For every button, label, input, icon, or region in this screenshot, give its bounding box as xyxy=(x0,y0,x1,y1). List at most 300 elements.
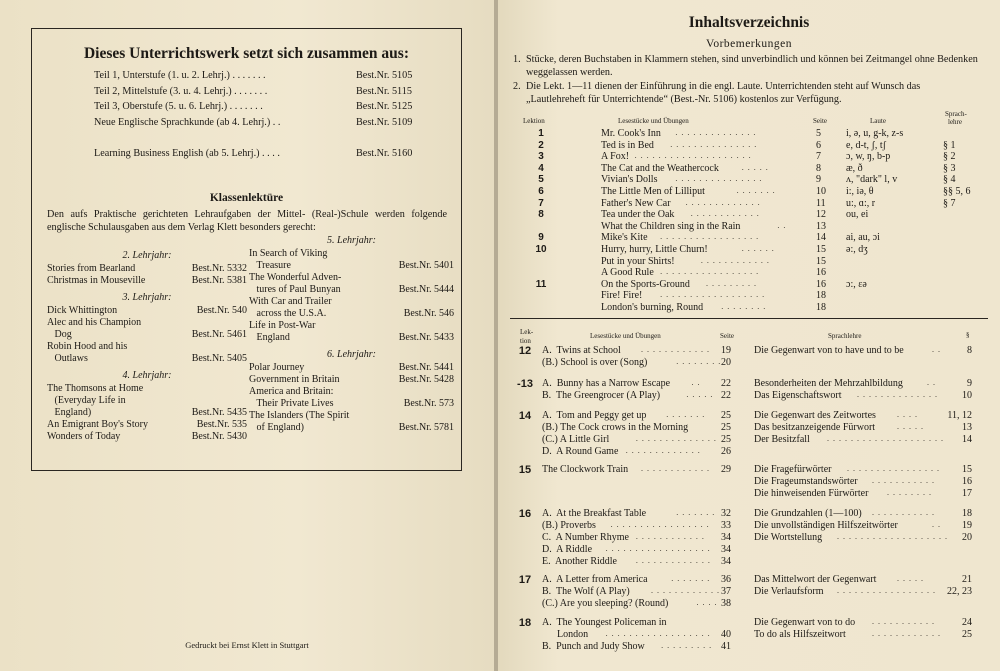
lesson-number: 5 xyxy=(538,174,544,186)
sounds: ai, au, ɔi xyxy=(846,232,880,244)
page-number: 33 xyxy=(721,520,731,531)
leader-dots: . . . . . . . . . . . . . . . . . xyxy=(660,267,760,277)
leader-dots: . . . . . . . . . . . . xyxy=(651,586,721,595)
note-text: Die Lekt. 1—11 dienen der Einführung in die engl. Laute. Unterrichtenden steht auf Wunsch das „Lautlehreheft für Unterrichtende“ (Best.-Nr. 5106) kostenlos zur Verfügung. xyxy=(526,81,921,105)
lesson-title: D. A Riddle xyxy=(542,544,593,555)
printer-imprint: Gedruckt bei Ernst Klett in Stuttgart xyxy=(185,640,309,650)
lesson-title: Fire! Fire! xyxy=(601,290,643,302)
page-number: 34 xyxy=(721,556,731,567)
leader-dots: . . . . . xyxy=(686,390,714,399)
paragraph-number: 15 xyxy=(962,464,972,475)
note-number: 1. xyxy=(513,54,521,65)
toc-row xyxy=(498,302,1000,313)
page-number: 16 xyxy=(816,278,826,290)
lesson-title: E. Another Riddle xyxy=(542,556,617,567)
lesson-title: A Fox! xyxy=(601,151,630,163)
page-number: 11 xyxy=(816,197,826,209)
reader-order-number: Best.Nr. 540 xyxy=(196,305,247,316)
page-number: 12 xyxy=(816,209,826,221)
reader-title-line: Robin Hood and his xyxy=(47,341,128,352)
lesson-number: 16 xyxy=(518,508,532,520)
page-number: 36 xyxy=(721,574,731,585)
toc-row xyxy=(498,488,1000,499)
leader-dots: . . . . . . . . . . . . . . . xyxy=(675,174,763,184)
leader-dots: . . . . . . . . . . . . . xyxy=(625,446,701,455)
series-part-row xyxy=(94,117,454,133)
series-part-label: Teil 3, Oberstufe (5. u. 6. Lehrj.) . . . . . . . xyxy=(94,101,263,112)
reader-entry xyxy=(249,248,454,272)
reader-title-line: Stories from Bearland xyxy=(47,263,136,274)
toc-row xyxy=(498,163,1000,174)
series-part-row xyxy=(94,148,454,164)
reader-entry xyxy=(249,386,454,410)
lesson-title: (B.) Proverbs xyxy=(542,520,596,531)
reader-title-line: In Search of Viking xyxy=(249,248,328,259)
reader-order-number: Best.Nr. 5381 xyxy=(191,275,247,286)
preliminary-note-2 xyxy=(513,81,978,106)
paragraph-number: 10 xyxy=(962,390,972,401)
grammar-paragraph: § 7 xyxy=(943,197,956,209)
grammar-topic: Die hinweisenden Fürwörter xyxy=(754,488,869,499)
grammar-paragraph: § 1 xyxy=(943,139,956,151)
page-number: 18 xyxy=(816,302,826,313)
reader-entry xyxy=(47,341,247,365)
page-number: 5 xyxy=(816,128,821,139)
grammar-paragraph: § 3 xyxy=(943,162,956,174)
reader-title-line: Dog xyxy=(47,329,72,340)
sounds: ə:, dʒ xyxy=(846,244,868,255)
series-part-row xyxy=(94,132,454,148)
leader-dots: . . . . . . . . . . . . . . xyxy=(675,128,757,137)
toc-row xyxy=(498,434,1000,445)
reader-title-line: England xyxy=(249,332,290,343)
toc-row xyxy=(498,174,1000,185)
page-number: 7 xyxy=(816,151,821,163)
leader-dots: . . . . . . . . xyxy=(721,302,767,311)
page-number: 41 xyxy=(721,641,731,652)
series-part-row xyxy=(94,70,454,86)
reader-order-number: Best.Nr. 573 xyxy=(403,398,454,409)
leader-dots: . . . . . . . . . . . xyxy=(872,508,935,517)
header-lesestuecke: Lesestücke und Übungen xyxy=(618,117,689,125)
lesson-number: 7 xyxy=(538,197,544,209)
page-number: 29 xyxy=(721,464,731,475)
toc-row xyxy=(498,508,1000,519)
page-number: 9 xyxy=(816,174,821,186)
toc-row xyxy=(498,221,1000,232)
toc-row xyxy=(498,290,1000,301)
reader-title-line: Alec and his Champion xyxy=(47,317,142,328)
lesson-number: 6 xyxy=(538,186,544,197)
lesson-title: The Cat and the Weathercock xyxy=(601,162,719,174)
leader-dots: . . . . . . . . . . . . xyxy=(640,464,710,473)
leader-dots: . . . . . . . . . . . . . . . . . . . . xyxy=(634,151,752,161)
lesson-number: 11 xyxy=(535,278,547,290)
header-paragraph: § xyxy=(966,331,970,339)
reader-title-line: Wonders of Today xyxy=(47,431,121,442)
lesson-number: 10 xyxy=(535,244,547,255)
leader-dots: . . xyxy=(927,378,936,387)
series-part-number: Best.Nr. 5109 xyxy=(356,116,413,128)
reader-entry xyxy=(249,362,454,374)
leader-dots: . . . . . . . xyxy=(676,508,716,517)
toc-row xyxy=(498,464,1000,475)
leader-dots: . . . . . . . . . . . . . . . . . . . xyxy=(837,532,948,541)
reader-order-number: Best.Nr. 5781 xyxy=(398,422,454,433)
leader-dots: . . . . . . . . . . . . . . . . . . . . xyxy=(827,434,944,443)
reader-entry xyxy=(47,431,247,443)
page-number: 26 xyxy=(721,446,731,457)
toc-row xyxy=(498,357,1000,368)
leader-dots: . . xyxy=(932,345,941,354)
paragraph-number: 16 xyxy=(962,476,972,487)
leader-dots: . . . . xyxy=(696,598,718,607)
page-number: 22 xyxy=(721,390,731,401)
series-part-row xyxy=(94,101,454,117)
leader-dots: . . . . . xyxy=(897,422,924,431)
lesson-title: Tea under the Oak xyxy=(601,209,675,221)
lesson-title: Father's New Car xyxy=(601,197,671,209)
header-seite: Seite xyxy=(813,117,827,125)
lesson-title: A. At the Breakfast Table xyxy=(542,508,647,519)
grammar-topic: Das Mittelwort der Gegenwart xyxy=(754,574,877,585)
toc-row xyxy=(498,446,1000,457)
lesson-title: A. Twins at School xyxy=(542,345,621,356)
lesson-number: 1 xyxy=(538,128,544,139)
leader-dots: . . . . . . . . xyxy=(887,488,932,497)
reader-entry xyxy=(249,374,454,386)
page-number: 40 xyxy=(721,629,731,640)
leader-dots: . . . . . . . . . xyxy=(706,278,757,288)
toc-row xyxy=(498,422,1000,433)
lesson-number: 17 xyxy=(518,574,532,586)
grammar-topic: Der Besitzfall xyxy=(754,434,810,445)
lesson-title: The Clockwork Train xyxy=(542,464,629,475)
lesson-title: On the Sports-Ground xyxy=(601,278,690,290)
page-number: 10 xyxy=(816,186,826,197)
series-part-label: Learning Business English (ab 5. Lehrj.) . . . . xyxy=(94,147,280,159)
school-year-heading: 5. Lehrjahr: xyxy=(327,235,376,246)
school-year-heading: 4. Lehrjahr: xyxy=(122,370,172,381)
leader-dots: . . . . . . . . . . . . . . . . . . xyxy=(660,290,766,300)
reader-entry xyxy=(47,263,247,275)
grammar-topic: Besonderheiten der Mehrzahlbildung xyxy=(754,378,903,389)
toc-row xyxy=(498,140,1000,151)
paragraph-number: 18 xyxy=(962,508,972,519)
grammar-topic: Die unvollständigen Hilfszeitwörter xyxy=(754,520,898,531)
lesson-title: Vivian's Dolls xyxy=(601,174,658,186)
lesson-title: B. Punch and Judy Show xyxy=(542,641,645,652)
page-number: 15 xyxy=(816,255,826,267)
note-number: 2. xyxy=(513,81,521,92)
toc-row xyxy=(498,520,1000,531)
reader-title-line: tures of Paul Bunyan xyxy=(249,284,341,295)
grammar-topic: Die Grundzahlen (1—100) xyxy=(754,508,862,519)
lesson-number: -13 xyxy=(517,378,533,390)
toc-row xyxy=(498,128,1000,139)
toc-row xyxy=(498,476,1000,487)
leader-dots: . . . . . . . . . . . . . . . . . xyxy=(837,586,936,595)
toc-row xyxy=(498,629,1000,640)
lesson-title: Put in your Shirts! xyxy=(601,255,675,267)
reader-entry xyxy=(47,383,247,419)
page-number: 38 xyxy=(721,598,731,609)
series-part-number: Best.Nr. 5105 xyxy=(356,70,413,81)
reader-title-line: Polar Journey xyxy=(249,362,305,373)
reader-title-line: The Wonderful Adven- xyxy=(249,272,342,283)
paragraph-number: 21 xyxy=(962,574,972,585)
leader-dots: . . . . . . . xyxy=(736,186,776,195)
reader-title-line: America and Britain: xyxy=(249,386,334,397)
lesson-number: 14 xyxy=(518,410,532,422)
lesson-title: (C.) Are you sleeping? (Round) xyxy=(542,598,669,609)
page-number: 13 xyxy=(816,220,826,232)
grammar-topic: Das besitzanzeigende Fürwort xyxy=(754,422,876,433)
header-lektion: Lektion xyxy=(523,117,545,125)
left-page xyxy=(0,0,494,671)
paragraph-number: 22, 23 xyxy=(947,586,972,597)
toc-row xyxy=(498,244,1000,255)
header-tion: tion xyxy=(520,337,531,345)
toc-title: Inhaltsverzeichnis xyxy=(688,14,810,31)
toc-row xyxy=(498,267,1000,278)
toc-row xyxy=(498,390,1000,401)
lesson-title: (B.) School is over (Song) xyxy=(542,357,648,368)
toc-row xyxy=(498,345,1000,356)
leader-dots: . . . . . . . xyxy=(666,410,706,419)
header-laute: Laute xyxy=(870,117,886,125)
school-year-heading: 6. Lehrjahr: xyxy=(327,349,376,360)
leader-dots: . . . . . . . . . . . . . . xyxy=(635,434,717,443)
lesson-number: 12 xyxy=(518,345,532,357)
lesson-title: (C.) A Little Girl xyxy=(542,434,610,445)
school-year-heading: 2. Lehrjahr: xyxy=(122,250,172,261)
reader-entry xyxy=(47,275,247,287)
toc-row xyxy=(498,279,1000,290)
lesson-number: 18 xyxy=(518,617,532,629)
leader-dots: . . . . . . xyxy=(741,244,775,253)
preliminary-note-1 xyxy=(513,54,978,79)
page-number: 19 xyxy=(721,345,731,356)
lesson-title: D. A Round Game xyxy=(542,446,619,457)
leader-dots: . . . . . . . . . . . . . . . . . xyxy=(610,520,710,529)
reader-order-number: Best.Nr. 5332 xyxy=(191,263,247,274)
header-lek: Lek- xyxy=(520,328,534,336)
leader-dots: . . . . . . . . . . . . xyxy=(700,255,770,265)
toc-row xyxy=(498,586,1000,597)
paragraph-number: 8 xyxy=(967,345,972,356)
leader-dots: . . . . xyxy=(897,410,918,419)
toc-subtitle: Vorbemerkungen xyxy=(706,38,792,50)
grammar-topic: Die Frageumstandswörter xyxy=(754,476,858,487)
lesson-title: A. Bunny has a Narrow Escape xyxy=(542,378,671,389)
reader-entry xyxy=(47,317,247,341)
grammar-topic: Die Fragefürwörter xyxy=(754,464,832,475)
reader-title-line: Treasure xyxy=(249,260,291,271)
leader-dots: . . . . . . . . . . . . . xyxy=(635,556,711,565)
reader-order-number: Best.Nr. 5401 xyxy=(398,260,454,271)
leader-dots: . . . . . . . . . . . . . . . . . . xyxy=(605,629,711,638)
leader-dots: . . . . . . . . . . . xyxy=(872,476,935,485)
grammar-paragraph: § 4 xyxy=(943,174,956,186)
series-part-number: Best.Nr. 5115 xyxy=(356,85,412,97)
leader-dots: . . xyxy=(932,520,941,529)
reader-entry xyxy=(249,296,454,320)
lesson-number: 8 xyxy=(538,209,544,221)
page-number: 18 xyxy=(816,290,826,302)
reader-title-line: (Everyday Life in xyxy=(47,395,126,406)
grammar-paragraph: § 2 xyxy=(943,151,956,163)
klassenlektuere-intro: Den aufs Praktische gerichteten Lehraufgaben der Mittel- (Real-)Schule werden folgende englische Schulausgaben aus dem Verlag Klett besonders gerecht: xyxy=(47,209,447,233)
lesson-title: Mike's Kite xyxy=(601,232,648,244)
series-title: Dieses Unterrichtswerk setzt sich zusammen aus: xyxy=(83,45,409,62)
header-lesestuecke-2: Lesestücke und Übungen xyxy=(590,332,661,340)
paragraph-number: 17 xyxy=(962,488,972,499)
grammar-topic: Das Eigenschaftswort xyxy=(754,390,842,401)
page-number: 37 xyxy=(721,586,731,597)
reader-title-line: Outlaws xyxy=(47,353,88,364)
sounds: ou, ei xyxy=(846,209,869,221)
series-box xyxy=(31,28,462,471)
series-part-label: Teil 1, Unterstufe (1. u. 2. Lehrj.) . . . . . . . xyxy=(94,70,266,81)
toc-row xyxy=(498,198,1000,209)
page-number: 20 xyxy=(721,357,731,368)
grammar-topic: Die Verlaufsform xyxy=(754,586,824,597)
lesson-title: Hurry, hurry, Little Churn! xyxy=(601,244,708,255)
paragraph-number: 24 xyxy=(962,617,972,628)
lesson-title: A. Tom and Peggy get up xyxy=(542,410,647,421)
toc-row xyxy=(498,256,1000,267)
series-part-number: Best.Nr. 5160 xyxy=(356,147,413,159)
leader-dots: . . . . . . . . xyxy=(676,357,722,366)
lesson-title: (B.) The Cock crows in the Morning xyxy=(542,422,689,433)
reader-title-line: Government in Britain xyxy=(249,374,340,385)
lesson-number: 3 xyxy=(538,151,544,163)
toc-row xyxy=(498,209,1000,220)
leader-dots: . . . . . . . . . . . . . . . . . xyxy=(660,232,760,242)
grammar-topic: Die Gegenwart von to have und to be xyxy=(754,345,904,356)
reader-entry xyxy=(47,419,247,431)
leader-dots: . . . . . . . . . . . . xyxy=(635,532,705,541)
reader-order-number: Best.Nr. 5405 xyxy=(191,353,247,364)
leader-dots: . . . . . xyxy=(741,162,769,172)
toc-row xyxy=(498,378,1000,389)
paragraph-number: 13 xyxy=(962,422,972,433)
reader-title-line: An Emigrant Boy's Story xyxy=(47,419,148,430)
lesson-number: 9 xyxy=(538,232,544,244)
reader-order-number: Best.Nr. 5433 xyxy=(398,332,454,343)
reader-title-line: England) xyxy=(47,407,92,418)
klassenlektuere-title: Klassenlektüre xyxy=(209,192,284,204)
leader-dots: . . . . . . . . . . . . xyxy=(690,209,760,219)
page-number: 15 xyxy=(816,244,826,255)
page-number: 8 xyxy=(816,162,821,174)
toc-row xyxy=(498,186,1000,197)
reader-order-number: Best.Nr. 5461 xyxy=(191,329,247,340)
reader-entry xyxy=(249,320,454,344)
leader-dots: . . . . . . . . . . . . . . . . . . xyxy=(605,544,711,553)
leader-dots: . . . . . . . xyxy=(671,574,711,583)
lesson-title: Ted is in Bed xyxy=(601,139,654,151)
grammar-paragraph: §§ 5, 6 xyxy=(943,186,971,197)
page-number: 6 xyxy=(816,139,821,151)
sounds: ʌ, "dark" l, v xyxy=(846,174,898,186)
reader-order-number: Best.Nr. 546 xyxy=(403,308,454,319)
reader-order-number: Best.Nr. 5430 xyxy=(191,431,247,442)
page-number: 16 xyxy=(816,267,826,279)
leader-dots: . . . . . . . . . . . . . xyxy=(685,197,761,207)
reader-title-line: Life in Post-War xyxy=(249,320,316,331)
lesson-title: The Little Men of Lilliput xyxy=(601,186,705,197)
lesson-title: A. A Letter from America xyxy=(542,574,648,585)
lesson-title: Mr. Cook's Inn xyxy=(601,128,661,139)
leader-dots: . . xyxy=(691,378,701,387)
page-number: 25 xyxy=(721,410,731,421)
series-part-number: Best.Nr. 5125 xyxy=(356,101,413,112)
paragraph-number: 19 xyxy=(962,520,972,531)
reader-entry xyxy=(249,410,454,434)
header-lehre: lehre xyxy=(948,118,962,126)
lesson-number: 2 xyxy=(538,139,544,151)
leader-dots: . . xyxy=(777,220,787,230)
lesson-number: 15 xyxy=(518,464,532,476)
sounds: ɔ, w, ŋ, b-p xyxy=(846,151,891,163)
toc-row xyxy=(498,617,1000,628)
lesson-title: B. The Wolf (A Play) xyxy=(542,586,630,597)
reader-order-number: Best.Nr. 5441 xyxy=(398,362,454,373)
toc-row xyxy=(498,544,1000,555)
sounds: i, ə, u, g-k, z-s xyxy=(846,128,904,139)
page-number: 14 xyxy=(816,232,826,244)
reader-order-number: Best.Nr. 535 xyxy=(196,419,247,430)
grammar-topic: To do als Hilfszeitwort xyxy=(754,629,846,640)
page-number: 34 xyxy=(721,544,731,555)
reader-entry xyxy=(47,305,247,317)
grammar-topic: Die Wortstellung xyxy=(754,532,823,543)
table-divider xyxy=(510,318,988,319)
paragraph-number: 11, 12 xyxy=(947,410,972,421)
header-seite-2: Seite xyxy=(720,332,734,340)
leader-dots: . . . . . . . . . . . . xyxy=(872,629,941,638)
reader-title-line: Dick Whittington xyxy=(47,305,118,316)
toc-row xyxy=(498,598,1000,609)
reader-title-line: With Car and Trailer xyxy=(249,296,332,307)
reader-title-line: The Thomsons at Home xyxy=(47,383,144,394)
page-number: 25 xyxy=(721,434,731,445)
paragraph-number: 25 xyxy=(962,629,972,640)
leader-dots: . . . . . . . . . . . . . . xyxy=(857,390,938,399)
lesson-title: A Good Rule xyxy=(601,267,654,279)
paragraph-number: 9 xyxy=(967,378,972,389)
sounds: u:, ɑ:, r xyxy=(846,197,876,209)
leader-dots: . . . . . . . . . . . . xyxy=(640,345,710,354)
lesson-title: C. A Number Rhyme xyxy=(542,532,629,543)
leader-dots: . . . . . . . . . . . xyxy=(872,617,935,626)
sounds: ɔ:, ɛə xyxy=(846,278,867,290)
reader-column-left xyxy=(47,249,247,443)
reader-title-line: across the U.S.A. xyxy=(249,308,327,319)
lesson-title: A. The Youngest Policeman in xyxy=(542,617,667,628)
paragraph-number: 14 xyxy=(962,434,972,445)
lesson-title: London xyxy=(542,629,589,640)
toc-row xyxy=(498,574,1000,585)
paragraph-number: 20 xyxy=(962,532,972,543)
header-sprach: Sprach- xyxy=(945,110,967,118)
lesson-title: London's burning, Round xyxy=(601,302,704,313)
header-sprachlehre: Sprachlehre xyxy=(828,332,862,340)
reader-entry xyxy=(249,272,454,296)
page-number: 22 xyxy=(721,378,731,389)
